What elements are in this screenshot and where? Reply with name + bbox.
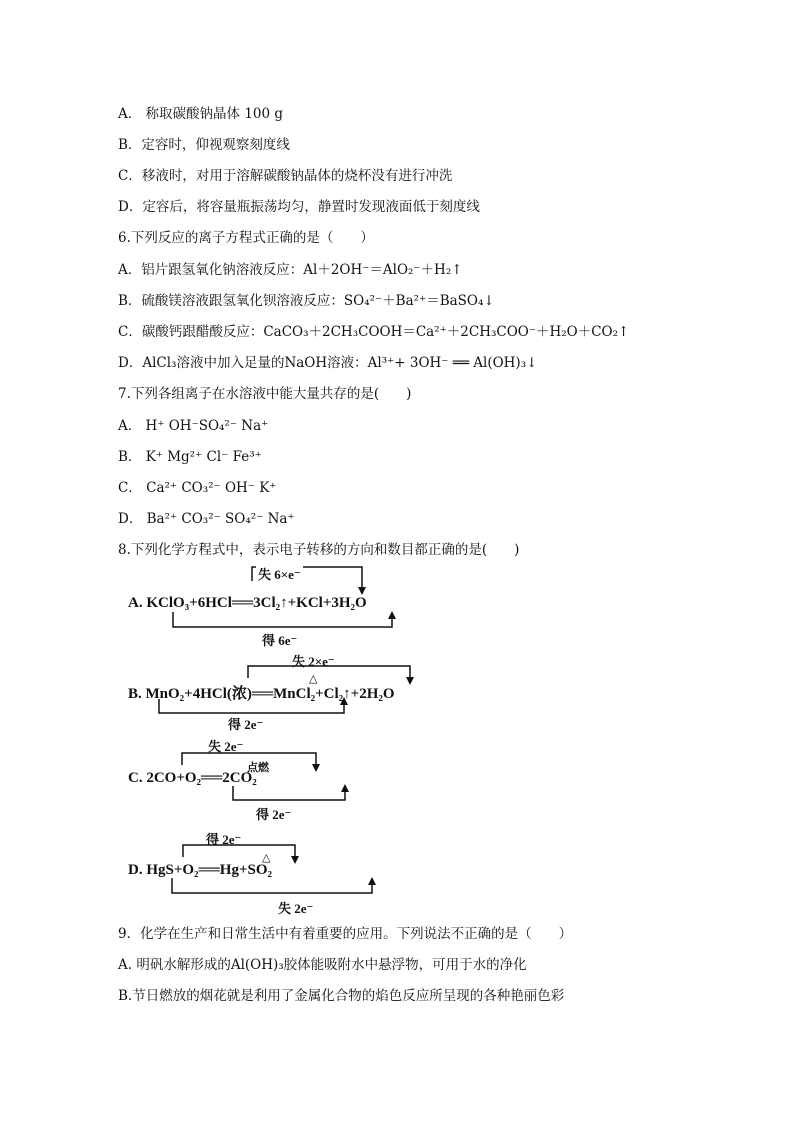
q5-option-b: B．定容时，仰视观察刻度线 — [118, 137, 290, 153]
q8c-condition: 点燃 — [247, 761, 269, 774]
q7-stem: 7.下列各组离子在水溶液中能大量共存的是( ) — [118, 386, 412, 402]
q8b-condition: △ — [309, 672, 318, 685]
q8c-equation: C. 2CO+O₂══2CO₂ — [128, 770, 257, 786]
q8c-bottom-label: 得 2e⁻ — [256, 807, 292, 822]
q6-option-c: C．碳酸钙跟醋酸反应：CaCO₃＋2CH₃COOH＝Ca²⁺＋2CH₃COO⁻＋H₂O＋CO₂↑ — [118, 324, 630, 340]
q8d-bottom-label: 失 2e⁻ — [278, 901, 314, 916]
q5-option-a: A． 称取碳酸钠晶体 100 g — [118, 106, 284, 122]
q8d-top-label: 得 2e⁻ — [206, 832, 242, 847]
q7-option-d: D． Ba²⁺ CO₃²⁻ SO₄²⁻ Na⁺ — [118, 511, 295, 527]
q5-option-c: C．移液时，对用于溶解碳酸钠晶体的烧杯没有进行冲洗 — [118, 168, 453, 184]
q9-option-a: A. 明矾水解形成的Al(OH)₃胶体能吸附水中悬浮物，可用于水的净化 — [118, 957, 527, 973]
q6-stem: 6.下列反应的离子方程式正确的是（ ） — [118, 230, 374, 246]
q8d-condition: △ — [262, 851, 271, 864]
q8b-top-label: 失 2×e⁻ — [292, 654, 335, 669]
q8a-bottom-label: 得 6e⁻ — [262, 633, 298, 648]
q8-stem: 8.下列化学方程式中，表示电子转移的方向和数目都正确的是( ) — [118, 542, 520, 558]
q8b-equation: B. MnO₂+4HCl(浓)══MnCl₂+Cl₂↑+2H₂O — [128, 686, 395, 702]
q8d-equation: D. HgS+O₂══Hg+SO₂ — [128, 862, 273, 878]
q8c-top-label: 失 2e⁻ — [208, 739, 244, 754]
q6-option-d: D．AlCl₃溶液中加入足量的NaOH溶液：Al³⁺+ 3OH⁻ ══ Al(OH)₃↓ — [118, 355, 538, 371]
q7-option-a: A． H⁺ OH⁻SO₄²⁻ Na⁺ — [118, 418, 269, 434]
q5-option-d: D．定容后，将容量瓶振荡均匀，静置时发现液面低于刻度线 — [118, 199, 480, 215]
q6-option-b: B．硫酸镁溶液跟氢氧化钡溶液反应：SO₄²⁻＋Ba²⁺＝BaSO₄↓ — [118, 293, 495, 309]
q6-option-a: A．铝片跟氢氧化钠溶液反应：Al＋2OH⁻＝AlO₂⁻＋H₂↑ — [118, 262, 463, 278]
q8b-bottom-label: 得 2e⁻ — [228, 717, 264, 732]
q8a-top-label: 失 6×e⁻ — [256, 564, 303, 583]
q9-stem: 9．化学在生产和日常生活中有着重要的应用。下列说法不正确的是（ ） — [118, 926, 573, 942]
q7-option-c: C． Ca²⁺ CO₃²⁻ OH⁻ K⁺ — [118, 480, 277, 496]
q9-option-b: B.节日燃放的烟花就是利用了金属化合物的焰色反应所呈现的各种艳丽色彩 — [118, 988, 565, 1004]
q7-option-b: B． K⁺ Mg²⁺ Cl⁻ Fe³⁺ — [118, 449, 262, 465]
q8a-equation: A. KClO₃+6HCl══3Cl₂↑+KCl+3H₂O — [128, 595, 367, 611]
